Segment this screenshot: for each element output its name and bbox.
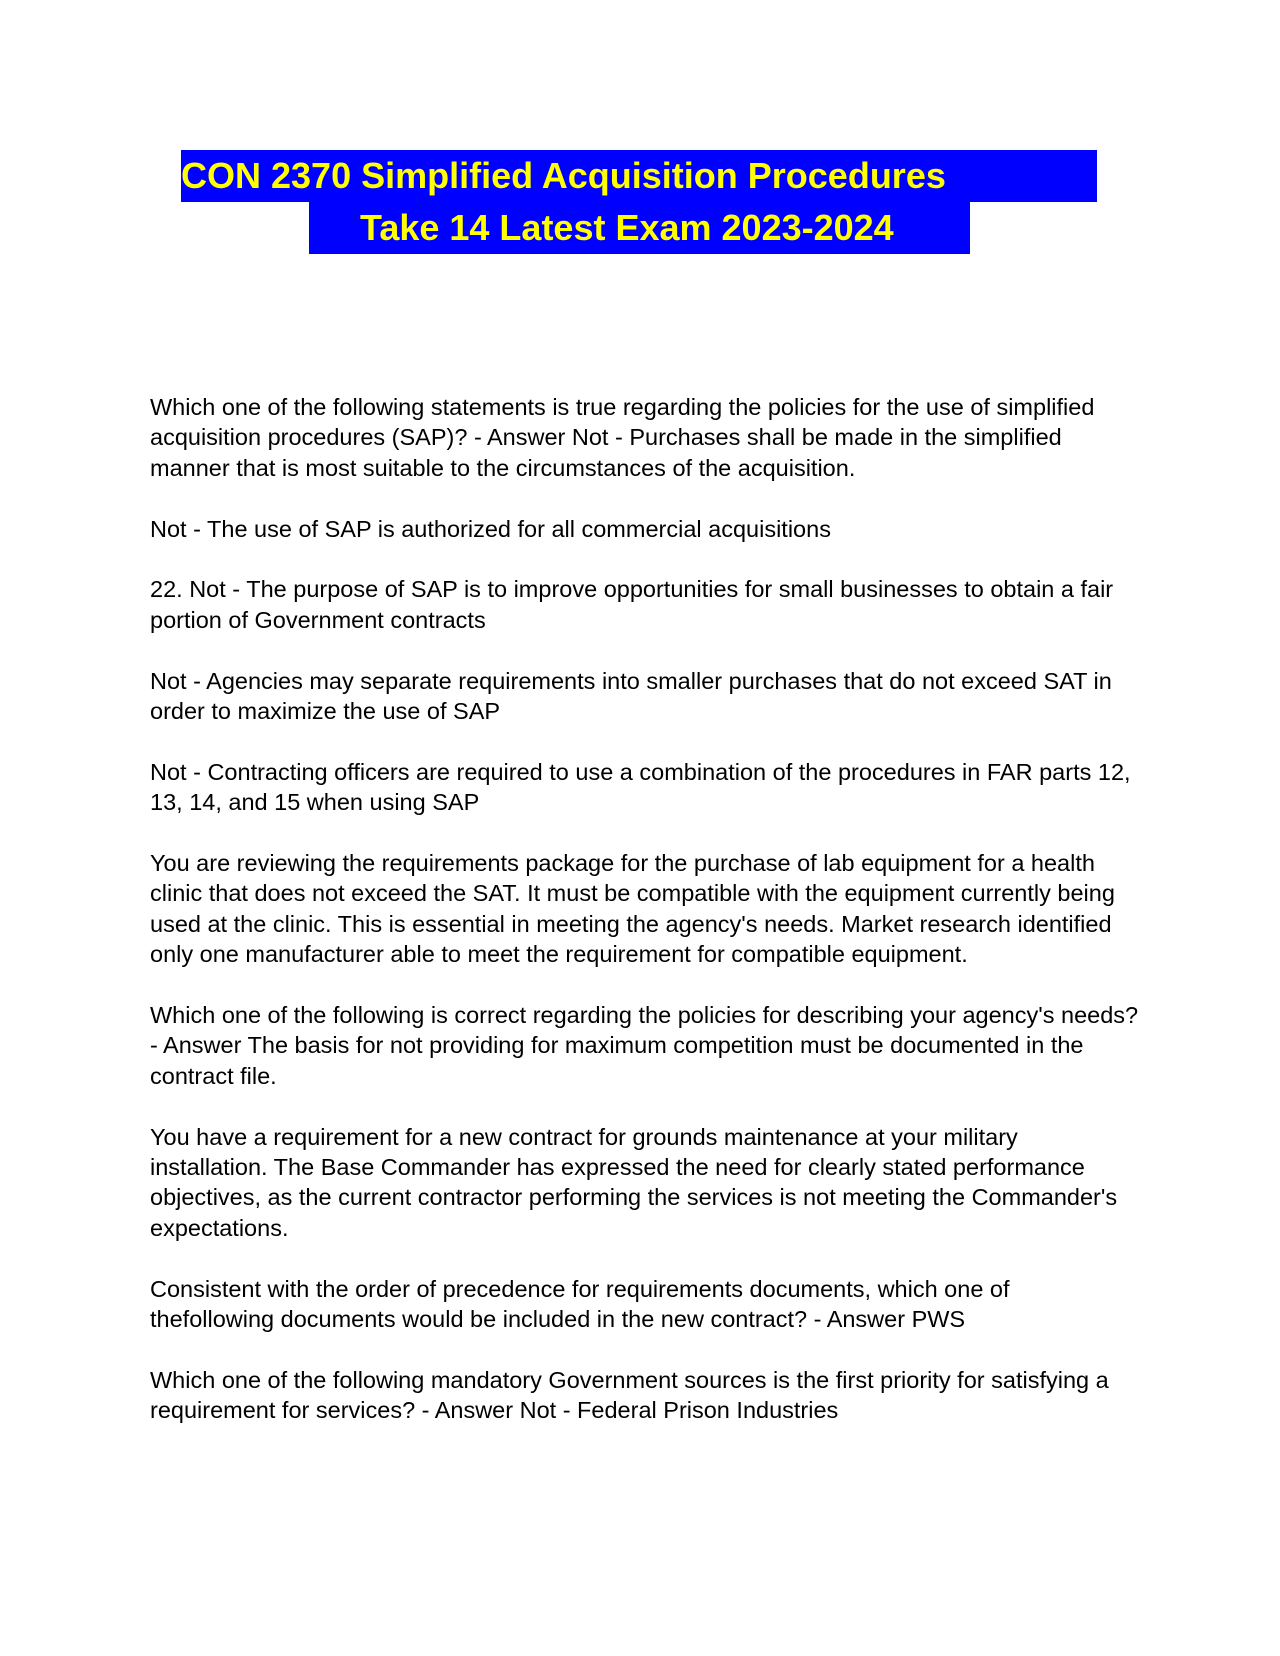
paragraph-sap-small-business: 22. Not - The purpose of SAP is to improve opportunities for small businesses to obtain a fair portion of Government contracts (150, 576, 1114, 633)
paragraph-sap-separate-requirements: Not - Agencies may separate requirements into smaller purchases that do not exceed SAT in order to maximize the use of SAP (150, 667, 1112, 725)
paragraph-agency-needs-question: Which one of the following is correct regarding the policies for describing your agency's needs? - Answer The basis for not providing for maximum competition must be documented in the contract file. (150, 1002, 1139, 1089)
paragraph-mandatory-sources-question: Which one of the following mandatory Government sources is the first priority for satisfying a requirement for services? - Answer Not - Federal Prison Industries (150, 1366, 1109, 1424)
paragraph-grounds-maintenance-scenario: You have a requirement for a new contract for grounds maintenance at your military installation. The Base Commander has expressed the need for clearly stated performance objectives, as the current contractor performing the services is not meeting the Commander's expectations. (150, 1123, 1118, 1241)
document-title-line-1: CON 2370 Simplified Acquisition Procedures (181, 150, 1097, 202)
paragraph-order-of-precedence-question: Consistent with the order of precedence for requirements documents, which one of thefollowing documents would be included in the new contract? - Answer PWS (150, 1275, 1010, 1333)
paragraph-sap-commercial: Not - The use of SAP is authorized for all commercial acquisitions (150, 515, 831, 542)
document-body (150, 392, 1140, 1456)
paragraph-sap-policy-question: Which one of the following statements is true regarding the policies for the use of simplified acquisition procedures (SAP)? - Answer Not - Purchases shall be made in the simplified manner that is most suitable to the circumstances of the acquisition. (150, 394, 1095, 481)
document-title-line-2: Take 14 Latest Exam 2023-2024 (309, 202, 970, 254)
paragraph-lab-equipment-scenario: You are reviewing the requirements package for the purchase of lab equipment for a health clinic that does not exceed the SAT. It must be compatible with the equipment currently being used at the clinic. This is essential in meeting the agency's needs. Market research identified only one manufacturer able to meet the requirement for compatible equipment. (150, 850, 1115, 968)
paragraph-sap-far-parts: Not - Contracting officers are required to use a combination of the procedures in FAR parts 12, 13, 14, and 15 when using SAP (150, 758, 1131, 816)
